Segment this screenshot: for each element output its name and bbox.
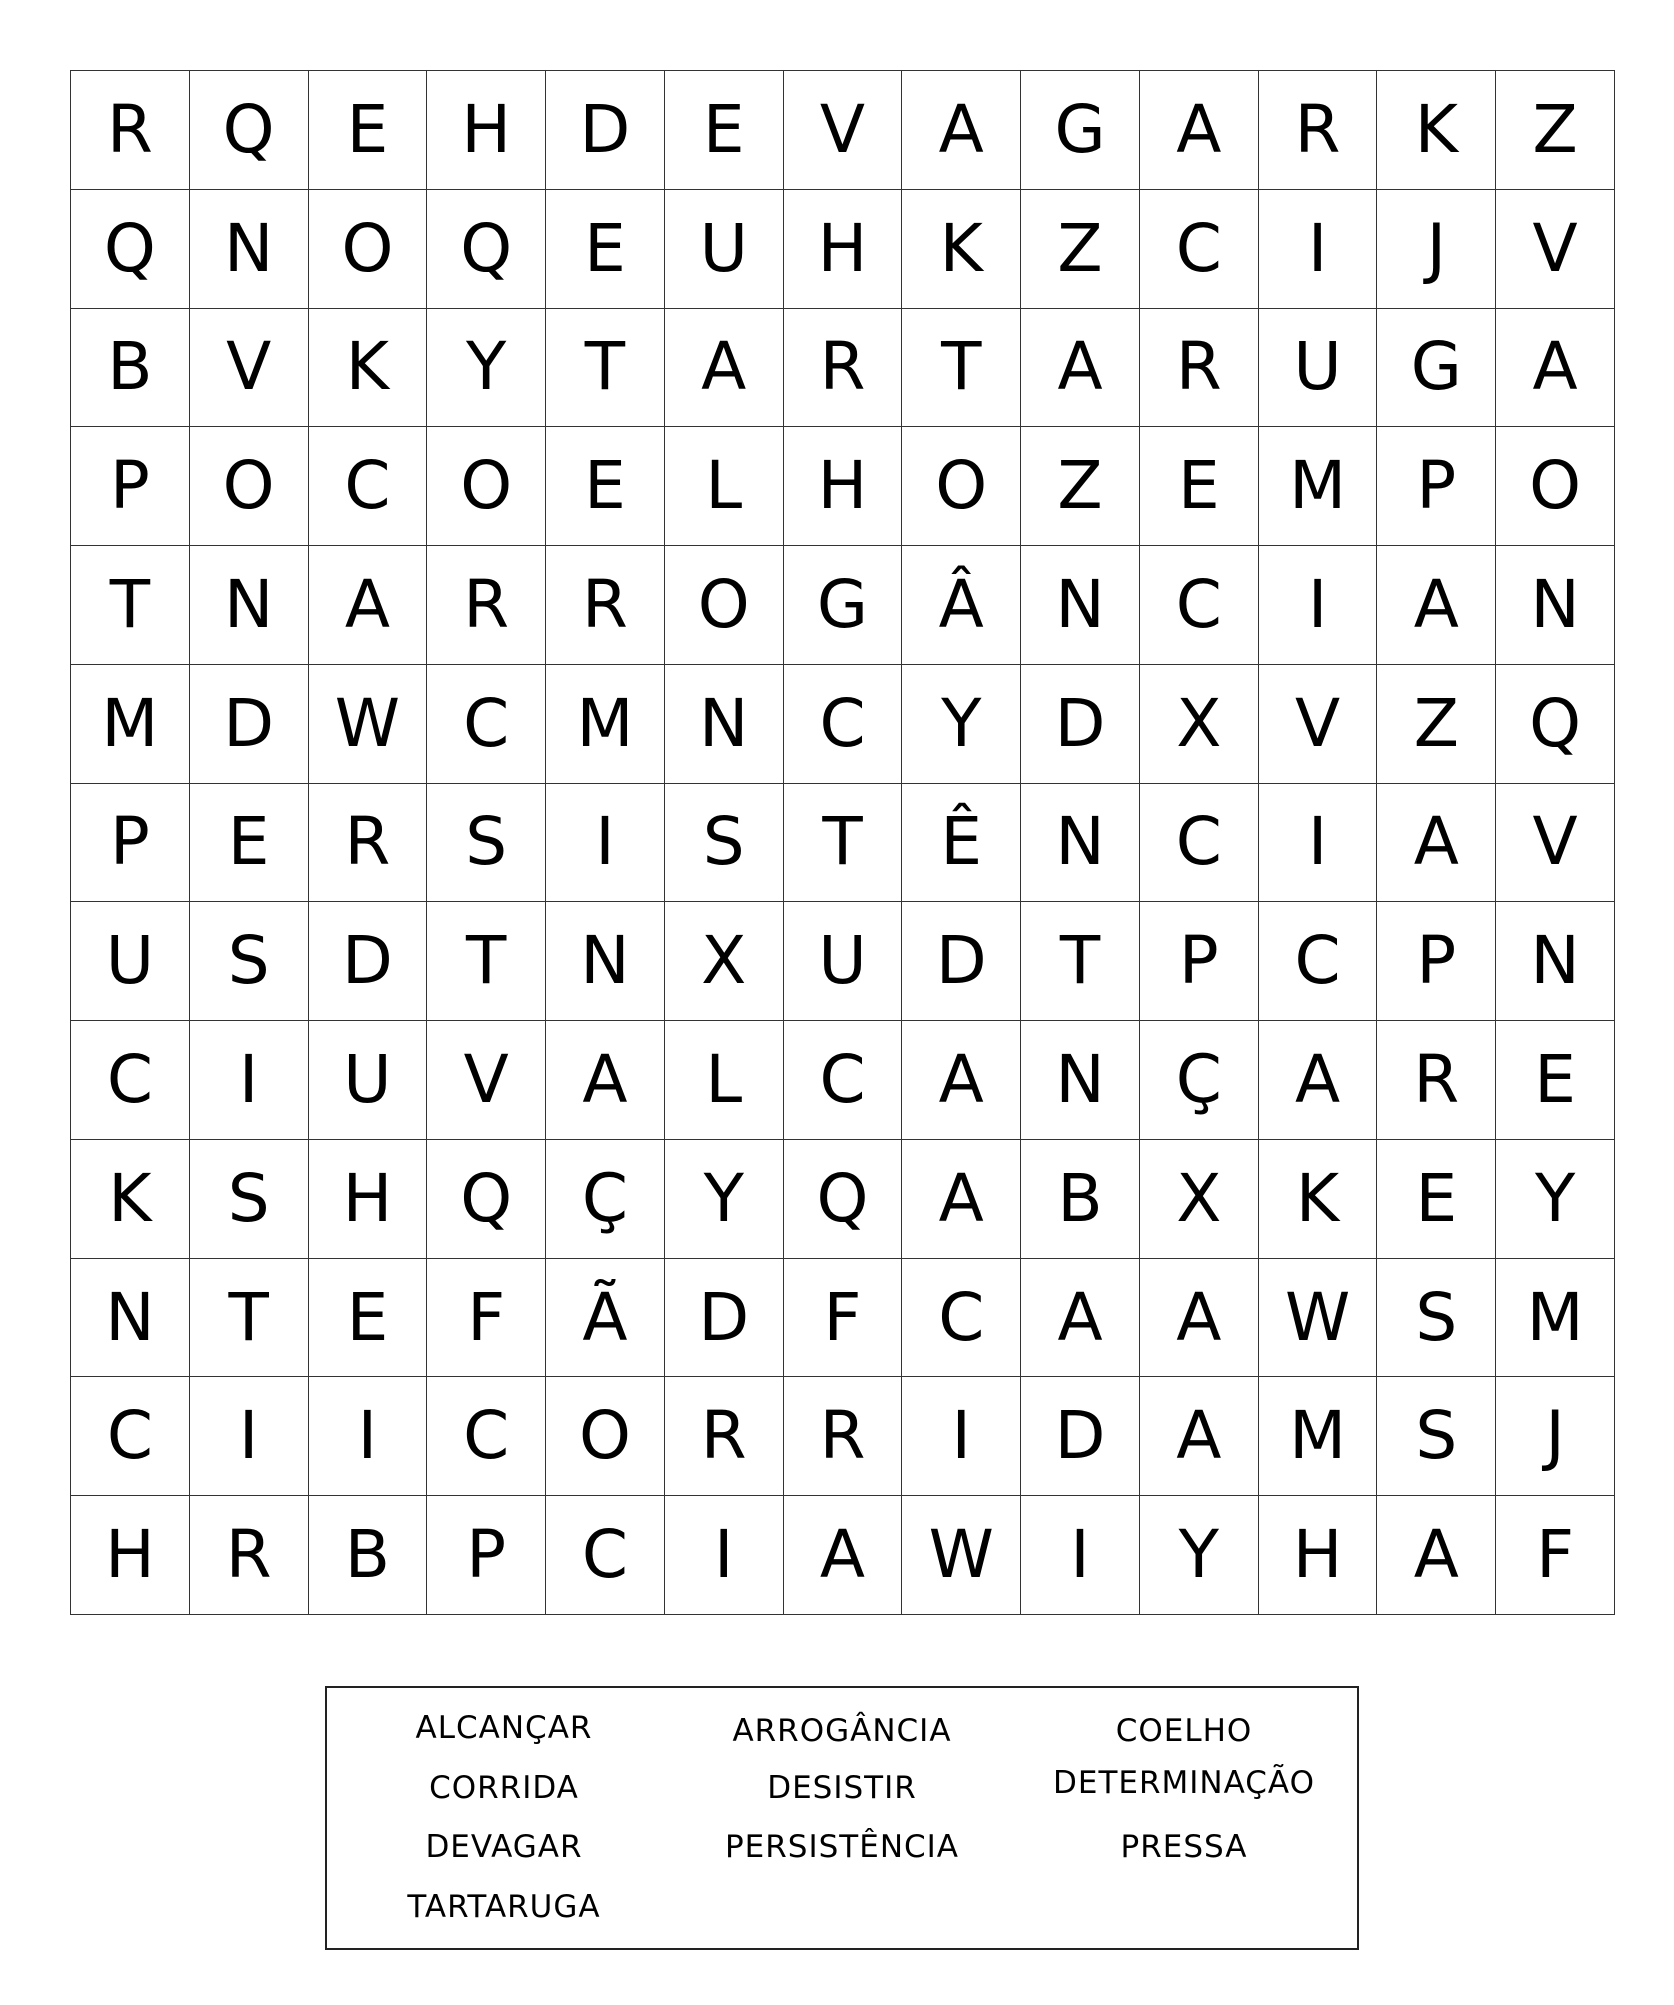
grid-cell[interactable]: Â [902, 546, 1021, 665]
grid-cell[interactable]: R [546, 546, 665, 665]
grid-cell[interactable]: T [902, 309, 1021, 428]
grid-cell[interactable]: E [1140, 427, 1259, 546]
grid-cell[interactable]: C [784, 665, 903, 784]
word-item: PRESSA [1120, 1829, 1248, 1865]
grid-cell[interactable]: I [902, 1377, 1021, 1496]
grid-cell[interactable]: A [902, 1021, 1021, 1140]
grid-cell[interactable]: K [71, 1140, 190, 1259]
grid-cell[interactable]: T [427, 902, 546, 1021]
grid-cell[interactable]: F [427, 1259, 546, 1378]
grid-cell[interactable]: E [546, 427, 665, 546]
grid-cell[interactable]: B [71, 309, 190, 428]
letter-grid [70, 70, 1615, 1615]
grid-cell[interactable]: A [1259, 1021, 1378, 1140]
grid-cell[interactable]: L [665, 1021, 784, 1140]
grid-cell[interactable]: T [190, 1259, 309, 1378]
word-list-box [325, 1686, 1359, 1950]
grid-cell[interactable]: V [427, 1021, 546, 1140]
grid-cell[interactable]: I [309, 1377, 428, 1496]
grid-cell[interactable]: Y [665, 1140, 784, 1259]
grid-cell[interactable]: E [190, 784, 309, 903]
grid-cell[interactable]: V [1496, 190, 1615, 309]
grid-cell[interactable]: Q [784, 1140, 903, 1259]
grid-cell[interactable]: I [546, 784, 665, 903]
grid-cell[interactable]: M [71, 665, 190, 784]
word-item: TARTARUGA [407, 1889, 601, 1925]
grid-cell[interactable]: Z [1021, 190, 1140, 309]
grid-cell[interactable]: Z [1377, 665, 1496, 784]
grid-cell[interactable]: F [784, 1259, 903, 1378]
grid-cell[interactable]: J [1377, 190, 1496, 309]
grid-cell[interactable]: Y [902, 665, 1021, 784]
grid-cell[interactable]: E [1496, 1021, 1615, 1140]
grid-cell[interactable]: H [1259, 1496, 1378, 1615]
grid-cell[interactable]: R [427, 546, 546, 665]
grid-cell[interactable]: N [1496, 546, 1615, 665]
grid-cell[interactable]: D [190, 665, 309, 784]
grid-cell[interactable]: A [1021, 309, 1140, 428]
grid-cell[interactable]: W [1259, 1259, 1378, 1378]
grid-cell[interactable]: R [190, 1496, 309, 1615]
grid-cell[interactable]: Y [1496, 1140, 1615, 1259]
grid-cell[interactable]: U [1259, 309, 1378, 428]
grid-cell[interactable]: U [784, 902, 903, 1021]
grid-cell[interactable]: M [1259, 427, 1378, 546]
grid-cell[interactable]: C [1140, 546, 1259, 665]
grid-cell[interactable]: R [71, 71, 190, 190]
grid-cell[interactable]: O [665, 546, 784, 665]
grid-cell[interactable]: J [1496, 1377, 1615, 1496]
grid-cell[interactable]: X [665, 902, 784, 1021]
grid-cell[interactable]: O [902, 427, 1021, 546]
grid-cell[interactable]: P [1377, 427, 1496, 546]
grid-cell[interactable]: A [665, 309, 784, 428]
grid-cell[interactable]: X [1140, 1140, 1259, 1259]
grid-cell[interactable]: R [309, 784, 428, 903]
grid-cell[interactable]: O [427, 427, 546, 546]
grid-cell[interactable]: Q [427, 1140, 546, 1259]
grid-cell[interactable]: H [427, 71, 546, 190]
grid-cell[interactable]: B [309, 1496, 428, 1615]
grid-cell[interactable]: C [71, 1377, 190, 1496]
grid-cell[interactable]: A [1140, 71, 1259, 190]
grid-cell[interactable]: P [1377, 902, 1496, 1021]
grid-cell[interactable]: G [1021, 71, 1140, 190]
grid-cell[interactable]: I [1259, 546, 1378, 665]
grid-cell[interactable]: A [1377, 546, 1496, 665]
grid-cell[interactable]: E [546, 190, 665, 309]
grid-cell[interactable]: E [1377, 1140, 1496, 1259]
grid-cell[interactable]: A [1140, 1259, 1259, 1378]
grid-cell[interactable]: C [309, 427, 428, 546]
grid-cell[interactable]: A [902, 71, 1021, 190]
grid-cell[interactable]: E [309, 1259, 428, 1378]
grid-cell[interactable]: T [71, 546, 190, 665]
grid-cell[interactable]: O [190, 427, 309, 546]
grid-cell[interactable]: E [309, 71, 428, 190]
grid-cell[interactable]: I [665, 1496, 784, 1615]
grid-cell[interactable]: Q [427, 190, 546, 309]
grid-cell[interactable]: G [1377, 309, 1496, 428]
word-item: PERSISTÊNCIA [724, 1829, 960, 1865]
grid-cell[interactable]: K [1259, 1140, 1378, 1259]
grid-cell[interactable]: P [1140, 902, 1259, 1021]
grid-cell[interactable]: G [784, 546, 903, 665]
grid-cell[interactable]: D [309, 902, 428, 1021]
grid-cell[interactable]: P [71, 784, 190, 903]
grid-cell[interactable]: D [1021, 1377, 1140, 1496]
grid-cell[interactable]: M [546, 665, 665, 784]
grid-cell[interactable]: A [546, 1021, 665, 1140]
grid-cell[interactable]: N [190, 190, 309, 309]
grid-cell[interactable]: N [1496, 902, 1615, 1021]
grid-cell[interactable]: B [1021, 1140, 1140, 1259]
grid-cell[interactable]: I [190, 1021, 309, 1140]
grid-cell[interactable]: M [1259, 1377, 1378, 1496]
grid-cell[interactable]: R [784, 309, 903, 428]
word-item: COELHO [1115, 1713, 1253, 1749]
grid-cell[interactable]: C [1140, 784, 1259, 903]
word-item: ALCANÇAR [415, 1710, 593, 1746]
grid-cell[interactable]: D [902, 902, 1021, 1021]
word-item: DETERMINAÇÃO [1053, 1765, 1315, 1801]
grid-cell[interactable]: Ç [1140, 1021, 1259, 1140]
grid-cell[interactable]: A [902, 1140, 1021, 1259]
grid-cell[interactable]: H [784, 190, 903, 309]
grid-cell[interactable]: A [309, 546, 428, 665]
grid-cell[interactable]: R [1259, 71, 1378, 190]
grid-cell[interactable]: U [665, 190, 784, 309]
grid-cell[interactable]: W [902, 1496, 1021, 1615]
grid-cell[interactable]: Q [71, 190, 190, 309]
word-item: DEVAGAR [425, 1829, 583, 1865]
grid-cell[interactable]: P [71, 427, 190, 546]
grid-cell[interactable]: N [1021, 546, 1140, 665]
grid-cell[interactable]: Q [1496, 665, 1615, 784]
grid-cell[interactable]: S [190, 1140, 309, 1259]
grid-cell[interactable]: V [1259, 665, 1378, 784]
grid-cell[interactable]: C [71, 1021, 190, 1140]
grid-cell[interactable]: C [902, 1259, 1021, 1378]
grid-cell[interactable]: C [427, 1377, 546, 1496]
word-item: ARROGÂNCIA [732, 1713, 952, 1749]
grid-cell[interactable]: C [1259, 902, 1378, 1021]
grid-cell[interactable]: F [1496, 1496, 1615, 1615]
grid-cell[interactable]: C [784, 1021, 903, 1140]
grid-cell[interactable]: K [902, 190, 1021, 309]
grid-cell[interactable]: T [546, 309, 665, 428]
grid-cell[interactable]: Q [190, 71, 309, 190]
grid-cell[interactable]: Z [1021, 427, 1140, 546]
grid-cell[interactable]: I [1259, 190, 1378, 309]
grid-cell[interactable]: L [665, 427, 784, 546]
grid-cell[interactable]: U [309, 1021, 428, 1140]
grid-cell[interactable]: A [1496, 309, 1615, 428]
grid-cell[interactable]: A [1377, 1496, 1496, 1615]
grid-cell[interactable]: Ê [902, 784, 1021, 903]
grid-cell[interactable]: Ã [546, 1259, 665, 1378]
grid-cell[interactable]: Y [1140, 1496, 1259, 1615]
grid-cell[interactable]: I [190, 1377, 309, 1496]
grid-cell[interactable]: I [1021, 1496, 1140, 1615]
grid-cell[interactable]: A [1140, 1377, 1259, 1496]
grid-cell[interactable]: I [1259, 784, 1378, 903]
grid-cell[interactable]: Y [427, 309, 546, 428]
grid-cell[interactable]: N [546, 902, 665, 1021]
grid-cell[interactable]: K [1377, 71, 1496, 190]
grid-cell[interactable]: K [309, 309, 428, 428]
grid-cell[interactable]: R [665, 1377, 784, 1496]
grid-cell[interactable]: H [71, 1496, 190, 1615]
grid-cell[interactable]: V [190, 309, 309, 428]
grid-cell[interactable]: N [190, 546, 309, 665]
grid-cell[interactable]: S [1377, 1377, 1496, 1496]
word-item: CORRIDA [429, 1770, 579, 1806]
grid-cell[interactable]: Z [1496, 71, 1615, 190]
grid-cell[interactable]: A [1021, 1259, 1140, 1378]
grid-cell[interactable]: O [309, 190, 428, 309]
grid-cell[interactable]: V [1496, 784, 1615, 903]
grid-cell[interactable]: U [71, 902, 190, 1021]
grid-cell[interactable]: N [665, 665, 784, 784]
grid-cell[interactable]: H [784, 427, 903, 546]
grid-cell[interactable]: N [71, 1259, 190, 1378]
grid-cell[interactable]: E [665, 71, 784, 190]
grid-cell[interactable]: D [1021, 665, 1140, 784]
grid-cell[interactable]: M [1496, 1259, 1615, 1378]
word-item: DESISTIR [767, 1770, 917, 1806]
grid-cell[interactable]: C [546, 1496, 665, 1615]
grid-cell[interactable]: S [190, 902, 309, 1021]
grid-cell[interactable]: S [427, 784, 546, 903]
grid-cell[interactable]: O [1496, 427, 1615, 546]
grid-cell[interactable]: H [309, 1140, 428, 1259]
grid-cell[interactable]: A [1377, 784, 1496, 903]
grid-cell[interactable]: D [665, 1259, 784, 1378]
grid-cell[interactable]: D [546, 71, 665, 190]
grid-cell[interactable]: N [1021, 1021, 1140, 1140]
grid-cell[interactable]: R [784, 1377, 903, 1496]
grid-cell[interactable]: C [1140, 190, 1259, 309]
grid-cell[interactable]: R [1140, 309, 1259, 428]
grid-cell[interactable]: V [784, 71, 903, 190]
grid-cell[interactable]: X [1140, 665, 1259, 784]
grid-cell[interactable]: O [546, 1377, 665, 1496]
grid-cell[interactable]: S [665, 784, 784, 903]
grid-cell[interactable]: N [1021, 784, 1140, 903]
grid-cell[interactable]: T [1021, 902, 1140, 1021]
grid-cell[interactable]: S [1377, 1259, 1496, 1378]
grid-cell[interactable]: A [784, 1496, 903, 1615]
grid-cell[interactable]: P [427, 1496, 546, 1615]
grid-cell[interactable]: Ç [546, 1140, 665, 1259]
grid-cell[interactable]: R [1377, 1021, 1496, 1140]
grid-cell[interactable]: C [427, 665, 546, 784]
grid-cell[interactable]: W [309, 665, 428, 784]
grid-cell[interactable]: T [784, 784, 903, 903]
